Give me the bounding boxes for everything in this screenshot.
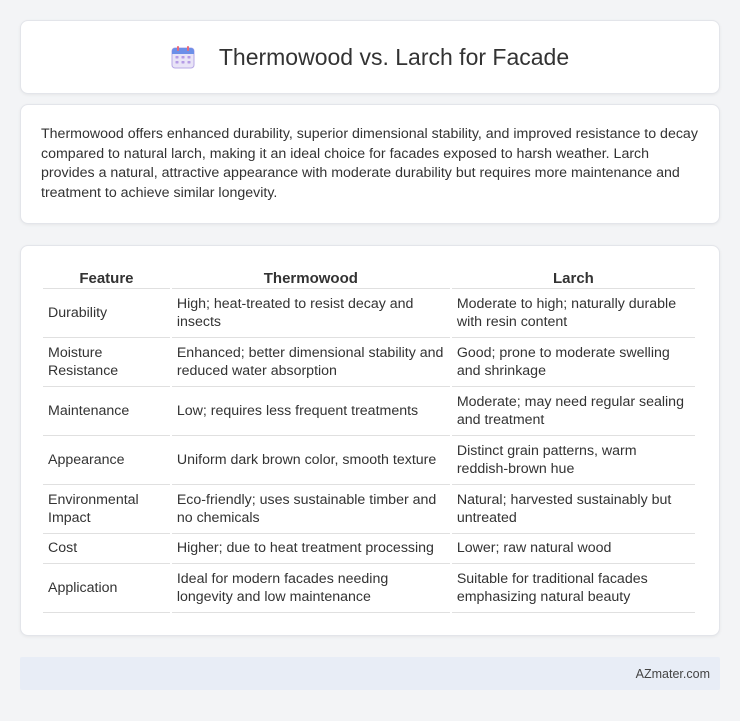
cell-feature: Environmental Impact bbox=[43, 485, 170, 534]
cell-feature: Application bbox=[43, 564, 170, 613]
cell-thermowood: Low; requires less frequent treatments bbox=[172, 387, 450, 436]
cell-larch: Good; prone to moderate swelling and shrinkage bbox=[452, 338, 695, 387]
table-row bbox=[43, 485, 695, 534]
table-row bbox=[43, 436, 695, 485]
cell-feature: Cost bbox=[43, 534, 170, 564]
calendar-icon bbox=[171, 45, 195, 69]
table-row bbox=[43, 564, 695, 613]
cell-feature: Maintenance bbox=[43, 387, 170, 436]
cell-larch: Natural; harvested sustainably but untreated bbox=[452, 485, 695, 534]
table-header-row bbox=[43, 265, 695, 289]
cell-feature: Moisture Resistance bbox=[43, 338, 170, 387]
cell-thermowood: Ideal for modern facades needing longevity and low maintenance bbox=[172, 564, 450, 613]
cell-thermowood: High; heat-treated to resist decay and insects bbox=[172, 289, 450, 338]
footer-brand: AZmater.com bbox=[635, 666, 710, 681]
column-header-feature: Feature bbox=[43, 265, 170, 289]
table-row bbox=[43, 338, 695, 387]
page-title: Thermowood vs. Larch for Facade bbox=[218, 43, 570, 70]
cell-feature: Durability bbox=[43, 289, 170, 338]
column-header-larch: Larch bbox=[452, 265, 695, 289]
summary-card bbox=[20, 104, 720, 224]
footer-bar bbox=[20, 657, 720, 690]
cell-larch: Distinct grain patterns, warm reddish-brown hue bbox=[452, 436, 695, 485]
summary-text: Thermowood offers enhanced durability, superior dimensional stability, and improved resistance to decay compared to natural larch, making it an ideal choice for facades exposed to harsh weather. Larch provides a natural, attractive appearance with moderate durability but requires more maintenance and treatment to achieve similar longevity. bbox=[41, 126, 698, 201]
cell-thermowood: Eco-friendly; uses sustainable timber and no chemicals bbox=[172, 485, 450, 534]
cell-thermowood: Higher; due to heat treatment processing bbox=[172, 534, 450, 564]
comparison-table bbox=[41, 265, 697, 613]
table-row bbox=[43, 534, 695, 564]
cell-larch: Suitable for traditional facades emphasizing natural beauty bbox=[452, 564, 695, 613]
table-row bbox=[43, 289, 695, 338]
table-row bbox=[43, 387, 695, 436]
cell-larch: Lower; raw natural wood bbox=[452, 534, 695, 564]
cell-larch: Moderate to high; naturally durable with resin content bbox=[452, 289, 695, 338]
cell-thermowood: Enhanced; better dimensional stability and reduced water absorption bbox=[172, 338, 450, 387]
comparison-table-card bbox=[20, 245, 720, 636]
cell-thermowood: Uniform dark brown color, smooth texture bbox=[172, 436, 450, 485]
title-card bbox=[20, 20, 720, 94]
cell-feature: Appearance bbox=[43, 436, 170, 485]
column-header-thermowood: Thermowood bbox=[172, 265, 450, 289]
cell-larch: Moderate; may need regular sealing and treatment bbox=[452, 387, 695, 436]
